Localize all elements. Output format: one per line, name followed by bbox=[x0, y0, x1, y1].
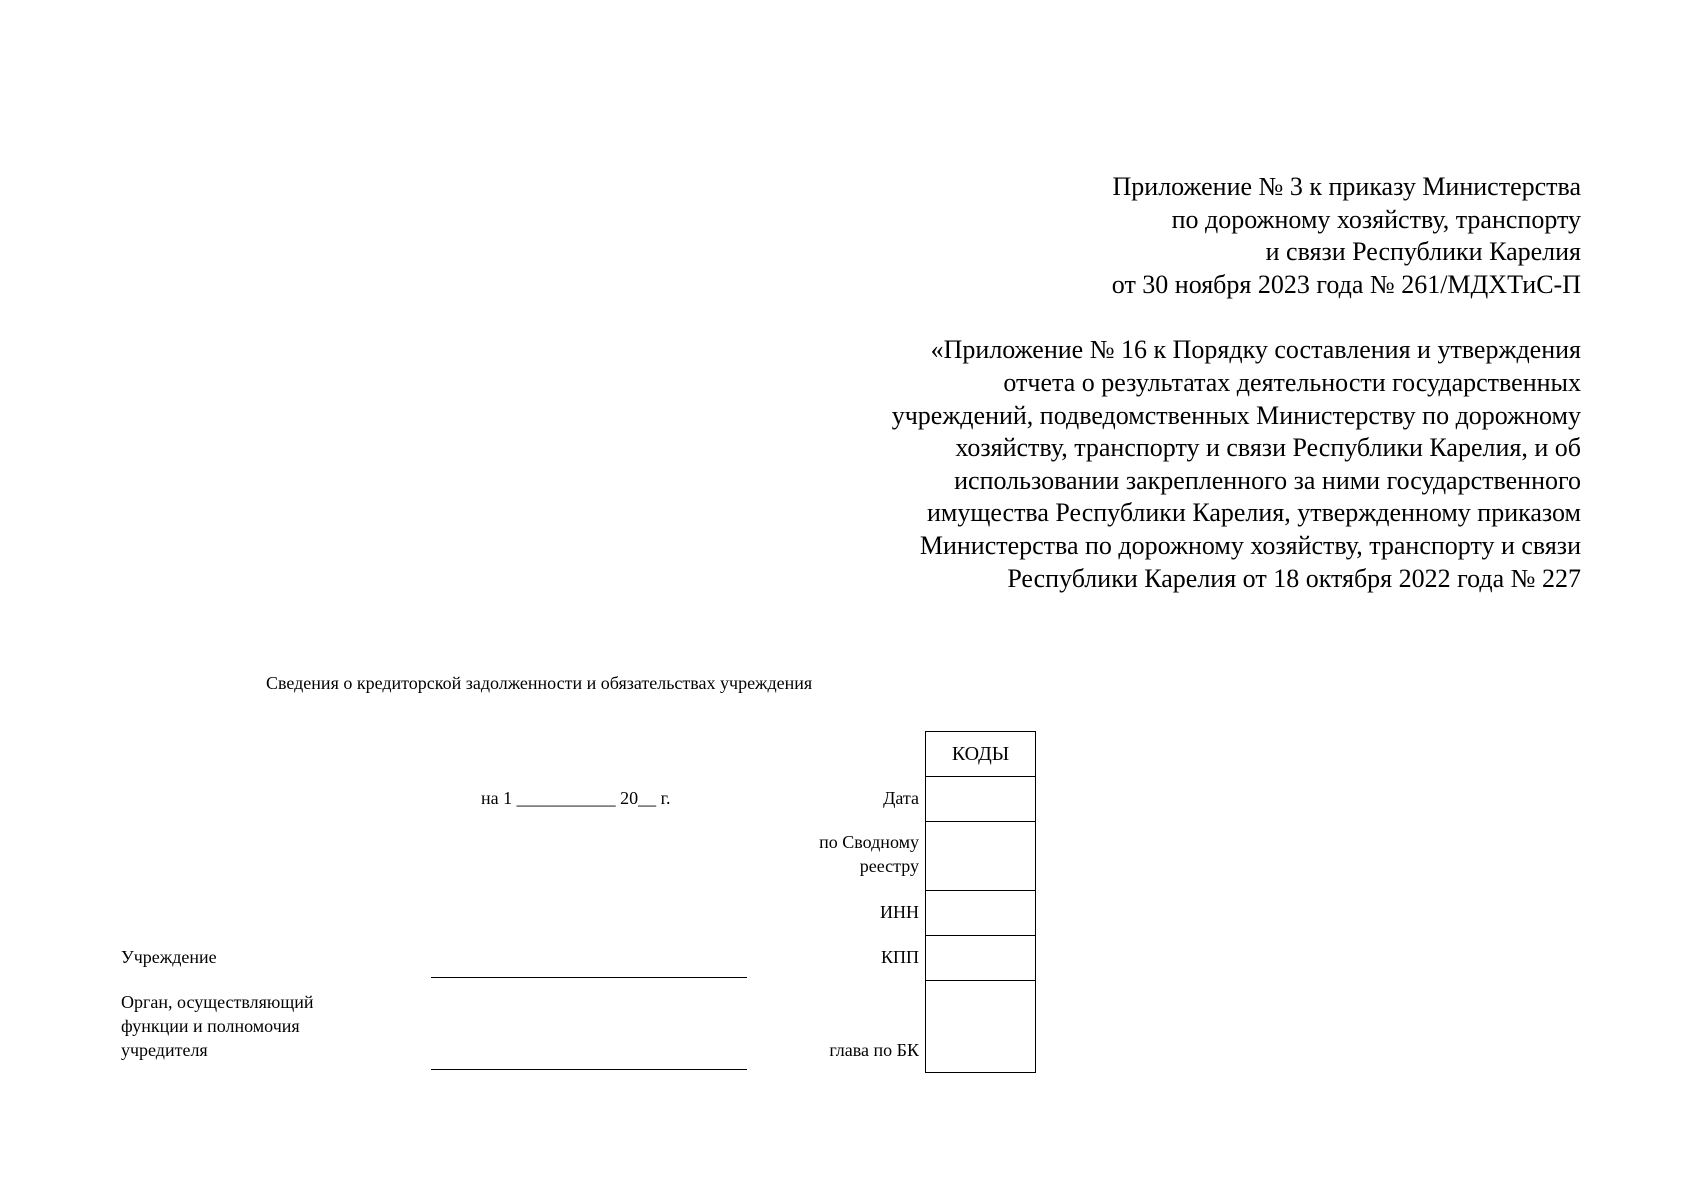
appendix-line: по дорожному хозяйству, транспорту bbox=[1171, 204, 1581, 234]
institution-fill-line[interactable] bbox=[431, 977, 747, 978]
codes-table bbox=[925, 731, 1036, 1073]
appendix-quote-line: «Приложение № 16 к Порядку составления и утверждения bbox=[930, 335, 1581, 365]
code-cell-date[interactable] bbox=[926, 777, 1036, 822]
code-label-kpp: КПП bbox=[880, 947, 919, 967]
appendix-header bbox=[721, 171, 1581, 595]
codes-header: КОДЫ bbox=[926, 732, 1036, 777]
appendix-line: от 30 ноября 2023 года № 261/МДХТиС-П bbox=[1111, 269, 1581, 299]
appendix-line: и связи Республики Карелия bbox=[1265, 237, 1581, 267]
field-label-founder-3: учредителя bbox=[121, 1040, 208, 1060]
code-cell-inn[interactable] bbox=[926, 891, 1036, 936]
code-label-registry-2: реестру bbox=[859, 856, 919, 876]
appendix-quote-line: отчета о результатах деятельности государственных bbox=[1003, 367, 1581, 397]
code-cell-chapter[interactable] bbox=[926, 981, 1036, 1073]
field-label-institution: Учреждение bbox=[121, 947, 217, 967]
appendix-quote-line: имущества Республики Карелия, утвержденному приказом bbox=[926, 498, 1581, 528]
code-label-chapter: глава по БК bbox=[829, 1040, 919, 1060]
field-label-founder: Орган, осуществляющий bbox=[121, 992, 314, 1012]
code-cell-kpp[interactable] bbox=[926, 936, 1036, 981]
appendix-quote-line: учреждений, подведомственных Министерству по дорожному bbox=[891, 400, 1581, 430]
field-label-founder-2: функции и полномочия bbox=[121, 1016, 300, 1036]
appendix-quote-line: хозяйству, транспорту и связи Республики Карелия, и об bbox=[955, 433, 1581, 463]
spacer bbox=[721, 301, 1581, 334]
code-label-inn: ИНН bbox=[880, 902, 919, 922]
appendix-quote-line: Министерства по дорожному хозяйству, транспорту и связи bbox=[919, 530, 1581, 560]
code-label-date: Дата bbox=[883, 788, 919, 808]
appendix-quote-line: использовании закрепленного за ними государственного bbox=[954, 465, 1581, 495]
appendix-line: Приложение № 3 к приказу Министерства bbox=[1112, 172, 1581, 201]
code-cell-registry[interactable] bbox=[926, 822, 1036, 891]
form-title: Сведения о кредиторской задолженности и обязательствах учреждения bbox=[266, 673, 813, 693]
appendix-quote-line: Республики Карелия от 18 октября 2022 года № 227 bbox=[1007, 563, 1581, 593]
report-date-line: на 1 ___________ 20__ г. bbox=[481, 788, 671, 808]
code-label-registry: по Сводному bbox=[819, 832, 919, 852]
founder-fill-line[interactable] bbox=[431, 1069, 747, 1070]
